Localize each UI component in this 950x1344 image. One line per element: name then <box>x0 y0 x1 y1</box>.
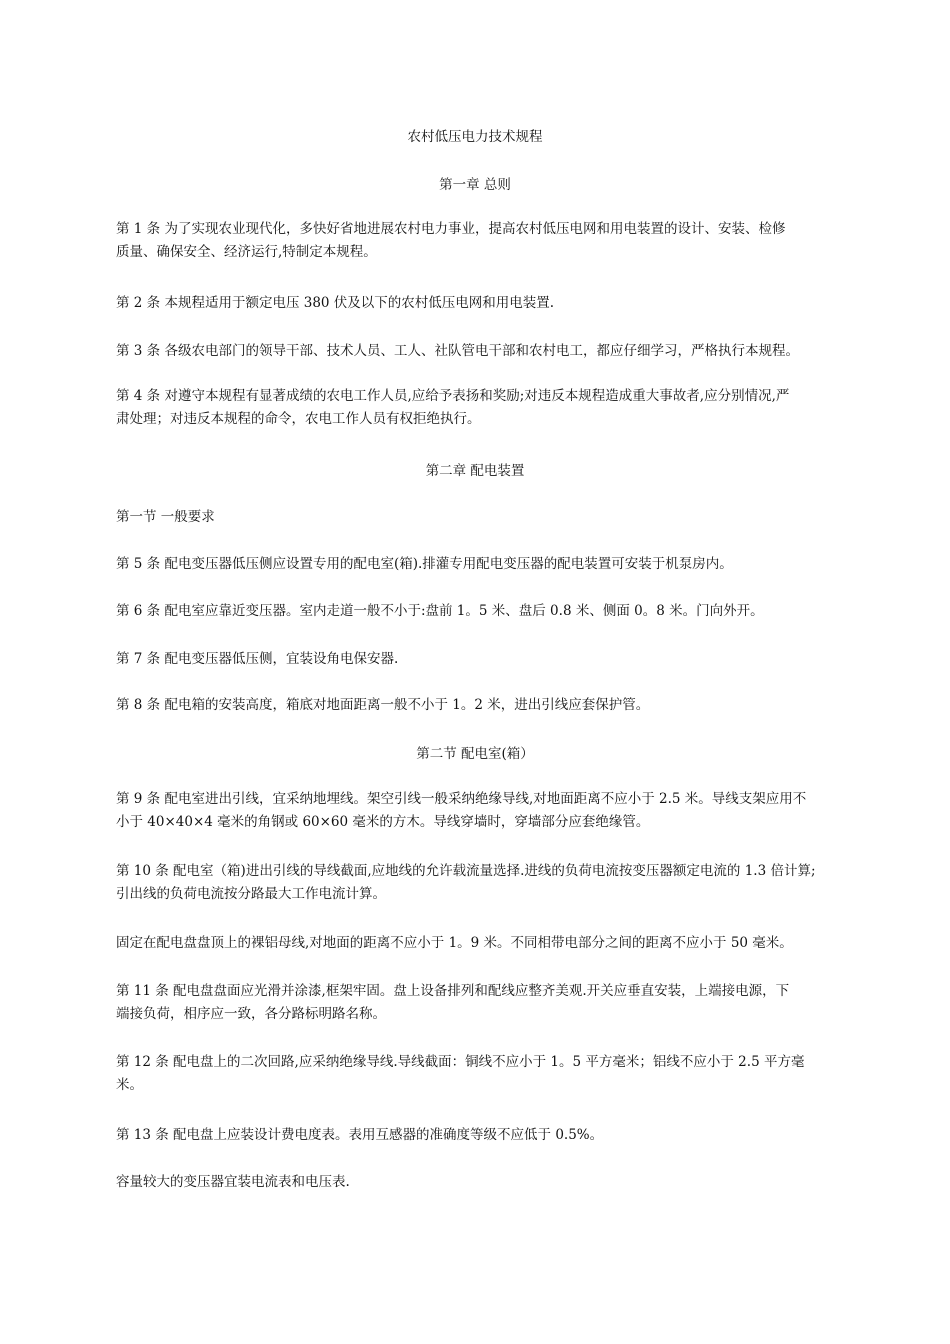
article-7-line-1: 第 7 条 配电变压器低压侧，宜装设角电保安器. <box>116 651 399 667</box>
article-1-line-1: 第 1 条 为了实现农业现代化，多快好省地进展农村电力事业，提高农村低压电网和用电装置的设计、安装、检修 <box>116 221 786 237</box>
article-2 <box>116 292 846 315</box>
article-3-line-1: 第 3 条 各级农电部门的领导干部、技术人员、工人、社队管电干部和农村电工，都应仔细学习，严格执行本规程。 <box>116 343 799 359</box>
article-5 <box>116 553 846 576</box>
article-8-line-1: 第 8 条 配电箱的安装高度，箱底对地面距离一般不小于 1。2 米，进出引线应套保护管。 <box>116 697 650 713</box>
article-11 <box>116 980 846 1026</box>
section-2-heading: 第二节 配电室(箱） <box>416 746 534 762</box>
article-4 <box>116 385 846 431</box>
article-12 <box>116 1051 846 1097</box>
article-1-line-2: 质量、确保安全、经济运行,特制定本规程。 <box>116 244 377 260</box>
article-3 <box>116 340 846 363</box>
article-11-line-1: 第 11 条 配电盘盘面应光滑并涂漆,框架牢固。盘上设备排列和配线应整齐美观.开关应垂直安装，上端接电源，下 <box>116 983 790 999</box>
article-10-line-2: 引出线的负荷电流按分路最大工作电流计算。 <box>116 886 386 902</box>
article-2-line-1: 第 2 条 本规程适用于额定电压 380 伏及以下的农村低压电网和用电装置. <box>116 295 555 311</box>
document-title: 农村低压电力技术规程 <box>407 129 543 145</box>
article-8 <box>116 694 846 717</box>
article-5-line-1: 第 5 条 配电变压器低压侧应设置专用的配电室(箱).排灌专用配电变压器的配电装置可安装于机泵房内。 <box>116 556 733 572</box>
section-1-heading <box>116 506 846 529</box>
article-9-line-1: 第 9 条 配电室进出引线，宜采纳地埋线。架空引线一般采纳绝缘导线,对地面距离不应小于 2.5 米。导线支架应用不 <box>116 791 807 807</box>
article-11-line-2: 端接负荷，相序应一致，各分路标明路名称。 <box>116 1006 386 1022</box>
article-9 <box>116 788 846 834</box>
chapter-2-heading: 第二章 配电装置 <box>425 463 525 479</box>
article-4-line-2: 肃处理；对违反本规程的命令，农电工作人员有权拒绝执行。 <box>116 411 481 427</box>
article-6-line-1: 第 6 条 配电室应靠近变压器。室内走道一般不小于:盘前 1。5 米、盘后 0.8 米、侧面 0。8 米。门向外开。 <box>116 603 764 619</box>
chapter-1-heading: 第一章 总则 <box>439 177 511 193</box>
article-13-extra-line-1: 容量较大的变压器宜装电流表和电压表. <box>116 1174 350 1190</box>
section-1-heading-text: 第一节 一般要求 <box>116 509 215 525</box>
article-10-line-1: 第 10 条 配电室（箱)进出引线的导线截面,应地线的允许载流量选择.进线的负荷电流按变压器额定电流的 1.3 倍计算; <box>116 863 816 879</box>
article-7 <box>116 648 846 671</box>
article-10 <box>116 860 846 906</box>
article-4-line-1: 第 4 条 对遵守本规程有显著成绩的农电工作人员,应给予表扬和奖励;对违反本规程造成重大事故者,应分别情况,严 <box>116 388 790 404</box>
article-1 <box>116 218 846 264</box>
article-9-line-2: 小于 40×40×4 毫米的角钢或 60×60 毫米的方木。导线穿墙时，穿墙部分应套绝缘管。 <box>116 814 650 830</box>
article-13 <box>116 1124 846 1147</box>
article-12-line-1: 第 12 条 配电盘上的二次回路,应采纳绝缘导线.导线截面：铜线不应小于 1。5 平方毫米；铝线不应小于 2.5 平方毫 <box>116 1054 805 1070</box>
article-13-line-1: 第 13 条 配电盘上应装设计费电度表。表用互感器的准确度等级不应低于 0.5%。 <box>116 1127 604 1143</box>
article-10-extra <box>116 932 846 955</box>
article-10-extra-line-1: 固定在配电盘盘顶上的裸铝母线,对地面的距离不应小于 1。9 米。不同相带电部分之间的距离不应小于 50 毫米。 <box>116 935 793 951</box>
article-13-extra <box>116 1171 846 1194</box>
article-6 <box>116 600 846 623</box>
article-12-line-2: 米。 <box>116 1077 143 1093</box>
